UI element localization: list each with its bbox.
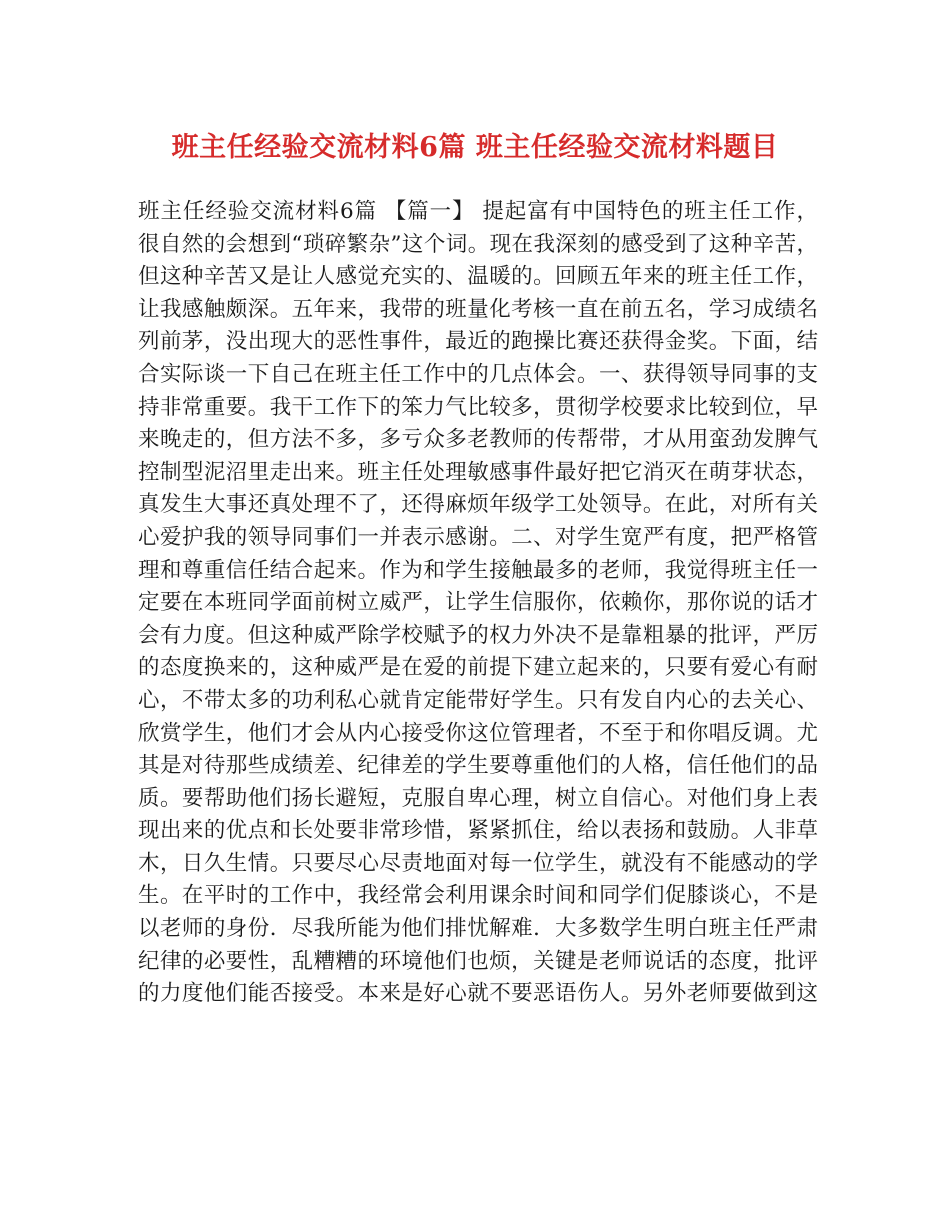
body-text-line: 定要在本班同学面前树立威严，让学生信服你，依赖你，那你说的话才 <box>138 590 818 616</box>
body-text-line: 心爱护我的领导同事们一并表示感谢。二、对学生宽严有度，把严格管 <box>138 524 818 550</box>
body-text-line: 持非常重要。我干工作下的笨力气比较多，贯彻学校要求比较到位，早 <box>138 394 818 420</box>
body-text-line: 现出来的优点和长处要非常珍惜，紧紧抓住，给以表扬和鼓励。人非草 <box>138 818 818 844</box>
body-text-line: 质。要帮助他们扬长避短，克服自卑心理，树立自信心。对他们身上表 <box>138 785 818 811</box>
body-text-line: 班主任经验交流材料6篇 【篇一】 提起富有中国特色的班主任工作， <box>138 199 818 224</box>
body-text-line: 很自然的会想到“琐碎繁杂”这个词。现在我深刻的感受到了这种辛苦， <box>138 231 818 257</box>
document-title: 班主任经验交流材料6篇 班主任经验交流材料题目 <box>171 132 779 163</box>
body-text-line: 让我感触颇深。五年来，我带的班量化考核一直在前五名，学习成绩名 <box>138 296 818 322</box>
body-text-line: 生。在平时的工作中，我经常会利用课余时间和同学们促膝谈心，不是 <box>138 883 818 909</box>
body-text-line: 以老师的身份．尽我所能为他们排忧解难．大多数学生明白班主任严肃 <box>138 916 818 942</box>
body-text-line: 木，日久生情。只要尽心尽责地面对每一位学生，就没有不能感动的学 <box>138 850 818 876</box>
body-text-line: 欣赏学生，他们才会从内心接受你这位管理者，不至于和你唱反调。尤 <box>138 720 818 746</box>
body-text-line: 会有力度。但这种威严除学校赋予的权力外决不是靠粗暴的批评，严厉 <box>138 622 818 648</box>
body-text-line: 真发生大事还真处理不了，还得麻烦年级学工处领导。在此，对所有关 <box>138 492 818 518</box>
body-text-line: 理和尊重信任结合起来。作为和学生接触最多的老师，我觉得班主任一 <box>138 557 818 583</box>
body-text-line: 来晚走的，但方法不多，多亏众多老教师的传帮带，才从用蛮劲发脾气 <box>138 427 818 453</box>
body-text-line: 心，不带太多的功利私心就肯定能带好学生。只有发自内心的去关心、 <box>138 687 818 713</box>
body-text-line: 控制型泥沼里走出来。班主任处理敏感事件最好把它消灭在萌芽状态， <box>138 459 818 485</box>
body-text-line: 列前茅，没出现大的恶性事件，最近的跑操比赛还获得金奖。下面，结 <box>138 329 818 355</box>
body-text-line: 的态度换来的，这种威严是在爱的前提下建立起来的，只要有爱心有耐 <box>138 655 818 681</box>
body-text-line: 其是对待那些成绩差、纪律差的学生要尊重他们的人格，信任他们的品 <box>138 753 818 779</box>
document-body <box>138 196 818 1011</box>
body-text-line: 的力度他们能否接受。本来是好心就不要恶语伤人。另外老师要做到这 <box>138 981 818 1007</box>
body-text-line: 但这种辛苦又是让人感觉充实的、温暖的。回顾五年来的班主任工作， <box>138 264 818 290</box>
body-text-line: 合实际谈一下自己在班主任工作中的几点体会。一、获得领导同事的支 <box>138 361 818 387</box>
body-text-line: 纪律的必要性，乱糟糟的环境他们也烦，关键是老师说话的态度，批评 <box>138 948 818 974</box>
